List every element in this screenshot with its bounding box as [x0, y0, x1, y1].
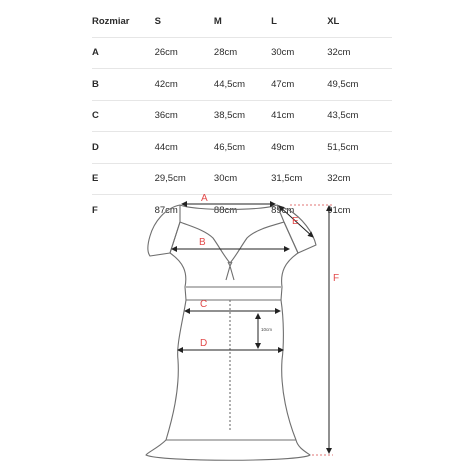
table-cell: 46,5cm [214, 132, 271, 164]
guide-lines [290, 205, 333, 455]
neckline [180, 222, 284, 263]
table-cell: 32cm [327, 163, 392, 195]
table-cell: 87cm [154, 204, 178, 216]
dress-measurement-diagram [0, 188, 470, 470]
header-cell: L [271, 6, 327, 37]
row-label: B [92, 69, 155, 101]
header-cell: XL [327, 6, 392, 37]
table-cell: 30cm [214, 163, 271, 195]
left-sleeve-outline [148, 205, 180, 256]
tie-knot [226, 262, 234, 280]
measure-e-label: E [292, 216, 299, 227]
table-header-row [92, 6, 392, 37]
skirt-outline [166, 300, 296, 440]
table-cell: 31,5cm [271, 163, 327, 195]
table-row [92, 69, 392, 101]
table-cell: 38,5cm [214, 100, 271, 132]
table-cell: 32cm [327, 37, 392, 69]
table-cell: 44cm [155, 132, 214, 164]
table-cell: 91cm [327, 204, 351, 216]
table-cell: 51,5cm [327, 132, 392, 164]
row-label: F [92, 204, 98, 216]
table-cell: 43,5cm [327, 100, 392, 132]
table-cell: 41cm [271, 100, 327, 132]
table-cell: 49,5cm [327, 69, 392, 101]
table-cell: 28cm [214, 37, 271, 69]
table-row [92, 100, 392, 132]
measurement-arrows [172, 204, 329, 453]
header-cell: M [214, 6, 271, 37]
table-cell: 26cm [155, 37, 214, 69]
table-cell: 29,5cm [155, 163, 214, 195]
table-cell: 88cm [213, 204, 238, 216]
measure-f-label: F [333, 273, 340, 284]
table-cell: 42cm [155, 69, 214, 101]
table-cell: 49cm [271, 132, 327, 164]
table-row [92, 132, 392, 164]
waist-drop-note: 10cm [261, 327, 273, 332]
table-cell: 89cm [271, 204, 295, 216]
table-cell: 47cm [271, 69, 327, 101]
measure-c-label: C [200, 299, 208, 310]
table-row [92, 37, 392, 69]
right-sleeve-outline [277, 205, 316, 253]
header-cell: S [155, 6, 214, 37]
row-label: A [92, 37, 155, 69]
measure-a-label: A [201, 193, 208, 204]
table-cell: 36cm [155, 100, 214, 132]
bodice-outline [170, 205, 298, 300]
row-label: C [92, 100, 155, 132]
measure-b-label: B [199, 237, 206, 248]
dress-outline [146, 205, 316, 460]
table-cell: 30cm [271, 37, 327, 69]
measure-d-label: D [200, 338, 208, 349]
row-label: E [92, 163, 155, 195]
row-label: D [92, 132, 155, 164]
hem-ruffle [146, 440, 310, 460]
table-cell: 44,5cm [214, 69, 271, 101]
header-cell: Rozmiar [92, 6, 155, 37]
